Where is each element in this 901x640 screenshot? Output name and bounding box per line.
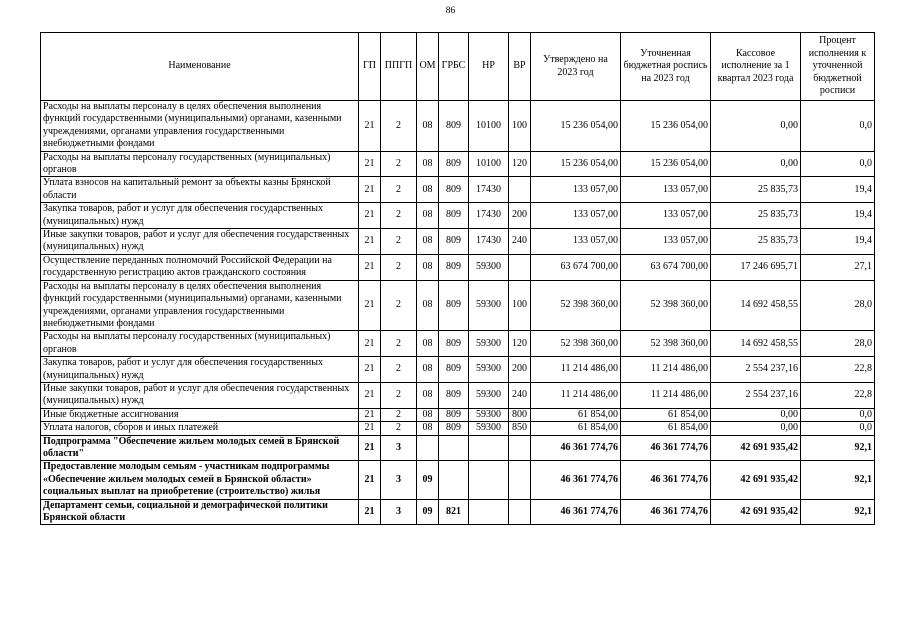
cell-name: Уплата налогов, сборов и иных платежей [41,422,359,435]
cell-percent: 28,0 [801,331,875,357]
cell-name: Иные бюджетные ассигнования [41,408,359,421]
cell-grbs: 809 [439,408,469,421]
cell-cash: 14 692 458,55 [711,331,801,357]
header-grbs: ГРБС [439,33,469,101]
cell-gp: 21 [359,357,381,383]
cell-refined: 133 057,00 [621,229,711,255]
cell-approved: 61 854,00 [531,422,621,435]
cell-vr: 120 [509,331,531,357]
table-row [41,254,875,280]
header-approved: Утверждено на 2023 год [531,33,621,101]
cell-grbs: 809 [439,331,469,357]
cell-refined: 46 361 774,76 [621,499,711,525]
cell-gp: 21 [359,101,381,152]
cell-grbs: 809 [439,357,469,383]
cell-np [469,499,509,525]
cell-om: 08 [417,331,439,357]
cell-np: 10100 [469,151,509,177]
cell-approved: 133 057,00 [531,229,621,255]
cell-om: 08 [417,357,439,383]
cell-name: Расходы на выплаты персоналу в целях обеспечения выполнения функций государственными (муниципальными) органами, казенными учреждениями, органами управления государственными внебюджетными фондами [41,280,359,331]
cell-om [417,435,439,461]
cell-om: 08 [417,280,439,331]
cell-grbs: 809 [439,382,469,408]
cell-np: 17430 [469,203,509,229]
cell-percent: 92,1 [801,435,875,461]
cell-name: Расходы на выплаты персоналу государственных (муниципальных) органов [41,151,359,177]
cell-np: 59300 [469,357,509,383]
cell-vr: 200 [509,357,531,383]
cell-gp: 21 [359,203,381,229]
cell-cash: 17 246 695,71 [711,254,801,280]
cell-vr: 850 [509,422,531,435]
cell-om: 08 [417,422,439,435]
cell-percent: 22,8 [801,382,875,408]
cell-np: 59300 [469,382,509,408]
table-row [41,422,875,435]
cell-percent: 92,1 [801,499,875,525]
header-np: НР [469,33,509,101]
cell-ppgp: 2 [381,177,417,203]
cell-vr [509,435,531,461]
cell-percent: 19,4 [801,229,875,255]
cell-om: 08 [417,408,439,421]
cell-name: Иные закупки товаров, работ и услуг для обеспечения государственных (муниципальных) нужд [41,382,359,408]
cell-percent: 19,4 [801,203,875,229]
cell-refined: 46 361 774,76 [621,461,711,499]
cell-name: Осуществление переданных полномочий Российской Федерации на государственную регистрацию актов гражданского состояния [41,254,359,280]
cell-refined: 15 236 054,00 [621,101,711,152]
budget-execution-table [40,32,875,525]
cell-vr: 120 [509,151,531,177]
cell-cash: 42 691 935,42 [711,461,801,499]
cell-refined: 133 057,00 [621,177,711,203]
table-row [41,203,875,229]
cell-vr: 200 [509,203,531,229]
cell-name: Закупка товаров, работ и услуг для обеспечения государственных (муниципальных) нужд [41,357,359,383]
cell-approved: 52 398 360,00 [531,280,621,331]
cell-name: Закупка товаров, работ и услуг для обеспечения государственных (муниципальных) нужд [41,203,359,229]
cell-ppgp: 2 [381,331,417,357]
table-row [41,461,875,499]
cell-refined: 61 854,00 [621,422,711,435]
cell-refined: 11 214 486,00 [621,357,711,383]
table-row [41,331,875,357]
table-header-row [41,33,875,101]
header-ppgp: ППГП [381,33,417,101]
cell-cash: 0,00 [711,101,801,152]
cell-gp: 21 [359,280,381,331]
cell-grbs: 809 [439,422,469,435]
cell-refined: 63 674 700,00 [621,254,711,280]
cell-approved: 63 674 700,00 [531,254,621,280]
cell-cash: 0,00 [711,151,801,177]
table-row [41,151,875,177]
cell-vr [509,461,531,499]
table-row [41,229,875,255]
table-row [41,382,875,408]
cell-np: 10100 [469,101,509,152]
cell-vr: 240 [509,382,531,408]
cell-percent: 28,0 [801,280,875,331]
header-om: ОМ [417,33,439,101]
cell-np: 59300 [469,422,509,435]
cell-ppgp: 3 [381,461,417,499]
cell-approved: 46 361 774,76 [531,499,621,525]
cell-name: Расходы на выплаты персоналу в целях обеспечения выполнения функций государственными (муниципальными) органами, казенными учреждениями, органами управления государственными внебюджетными фондами [41,101,359,152]
cell-ppgp: 2 [381,254,417,280]
cell-om: 09 [417,499,439,525]
cell-om: 08 [417,382,439,408]
cell-cash: 25 835,73 [711,177,801,203]
cell-cash: 0,00 [711,422,801,435]
cell-approved: 46 361 774,76 [531,435,621,461]
cell-om: 08 [417,229,439,255]
cell-np: 59300 [469,331,509,357]
cell-cash: 25 835,73 [711,229,801,255]
cell-grbs [439,435,469,461]
cell-grbs [439,461,469,499]
cell-np: 17430 [469,177,509,203]
cell-name: Подпрограмма "Обеспечение жильем молодых семей в Брянской области" [41,435,359,461]
cell-gp: 21 [359,229,381,255]
header-refined: Уточненная бюджетная роспись на 2023 год [621,33,711,101]
cell-grbs: 809 [439,177,469,203]
cell-vr: 240 [509,229,531,255]
cell-percent: 27,1 [801,254,875,280]
cell-om: 09 [417,461,439,499]
cell-refined: 61 854,00 [621,408,711,421]
cell-cash: 25 835,73 [711,203,801,229]
cell-om: 08 [417,151,439,177]
cell-percent: 92,1 [801,461,875,499]
cell-name: Уплата взносов на капитальный ремонт за объекты казны Брянской области [41,177,359,203]
cell-np: 59300 [469,254,509,280]
cell-ppgp: 3 [381,435,417,461]
cell-cash: 42 691 935,42 [711,499,801,525]
cell-om: 08 [417,177,439,203]
cell-approved: 11 214 486,00 [531,382,621,408]
table-row [41,177,875,203]
cell-cash: 2 554 237,16 [711,357,801,383]
cell-grbs: 809 [439,203,469,229]
header-name: Наименование [41,33,359,101]
cell-grbs: 809 [439,229,469,255]
cell-vr: 100 [509,101,531,152]
cell-ppgp: 2 [381,203,417,229]
cell-gp: 21 [359,435,381,461]
cell-percent: 0,0 [801,408,875,421]
cell-percent: 0,0 [801,101,875,152]
header-percent: Процент исполнения к уточненной бюджетной росписи [801,33,875,101]
cell-gp: 21 [359,422,381,435]
header-cash: Кассовое исполнение за 1 квартал 2023 года [711,33,801,101]
cell-approved: 15 236 054,00 [531,101,621,152]
cell-cash: 42 691 935,42 [711,435,801,461]
cell-ppgp: 2 [381,151,417,177]
cell-ppgp: 2 [381,422,417,435]
cell-refined: 52 398 360,00 [621,280,711,331]
cell-refined: 52 398 360,00 [621,331,711,357]
cell-ppgp: 2 [381,382,417,408]
cell-refined: 133 057,00 [621,203,711,229]
cell-percent: 22,8 [801,357,875,383]
table-row [41,357,875,383]
cell-grbs: 809 [439,280,469,331]
cell-grbs: 809 [439,151,469,177]
cell-cash: 14 692 458,55 [711,280,801,331]
cell-gp: 21 [359,254,381,280]
cell-refined: 11 214 486,00 [621,382,711,408]
table-row [41,101,875,152]
header-gp: ГП [359,33,381,101]
cell-gp: 21 [359,331,381,357]
cell-ppgp: 2 [381,229,417,255]
cell-om: 08 [417,203,439,229]
cell-vr [509,499,531,525]
cell-approved: 11 214 486,00 [531,357,621,383]
page-number: 86 [445,6,456,16]
cell-percent: 0,0 [801,151,875,177]
cell-om: 08 [417,254,439,280]
cell-name: Департамент семьи, социальной и демографической политики Брянской области [41,499,359,525]
cell-vr [509,254,531,280]
cell-np: 59300 [469,280,509,331]
cell-grbs: 821 [439,499,469,525]
table-row [41,499,875,525]
cell-cash: 0,00 [711,408,801,421]
table-body [41,101,875,525]
cell-grbs: 809 [439,254,469,280]
table-row [41,408,875,421]
cell-refined: 46 361 774,76 [621,435,711,461]
cell-percent: 0,0 [801,422,875,435]
table-row [41,435,875,461]
cell-np: 17430 [469,229,509,255]
cell-np: 59300 [469,408,509,421]
table-row [41,280,875,331]
cell-vr [509,177,531,203]
cell-ppgp: 2 [381,101,417,152]
cell-np [469,461,509,499]
cell-gp: 21 [359,408,381,421]
cell-name: Расходы на выплаты персоналу государственных (муниципальных) органов [41,331,359,357]
cell-gp: 21 [359,177,381,203]
cell-ppgp: 3 [381,499,417,525]
header-vr: ВР [509,33,531,101]
cell-vr: 800 [509,408,531,421]
cell-grbs: 809 [439,101,469,152]
cell-approved: 61 854,00 [531,408,621,421]
cell-gp: 21 [359,382,381,408]
cell-ppgp: 2 [381,357,417,383]
cell-np [469,435,509,461]
cell-name: Иные закупки товаров, работ и услуг для обеспечения государственных (муниципальных) нужд [41,229,359,255]
cell-approved: 52 398 360,00 [531,331,621,357]
cell-ppgp: 2 [381,408,417,421]
cell-cash: 2 554 237,16 [711,382,801,408]
cell-om: 08 [417,101,439,152]
cell-vr: 100 [509,280,531,331]
cell-ppgp: 2 [381,280,417,331]
cell-refined: 15 236 054,00 [621,151,711,177]
cell-percent: 19,4 [801,177,875,203]
cell-gp: 21 [359,499,381,525]
cell-approved: 133 057,00 [531,177,621,203]
cell-name: Предоставление молодым семьям - участникам подпрограммы «Обеспечение жильем молодых семей в Брянской области» социальных выплат на приобретение (строительство) жилья [41,461,359,499]
cell-gp: 21 [359,461,381,499]
cell-gp: 21 [359,151,381,177]
cell-approved: 46 361 774,76 [531,461,621,499]
cell-approved: 15 236 054,00 [531,151,621,177]
cell-approved: 133 057,00 [531,203,621,229]
